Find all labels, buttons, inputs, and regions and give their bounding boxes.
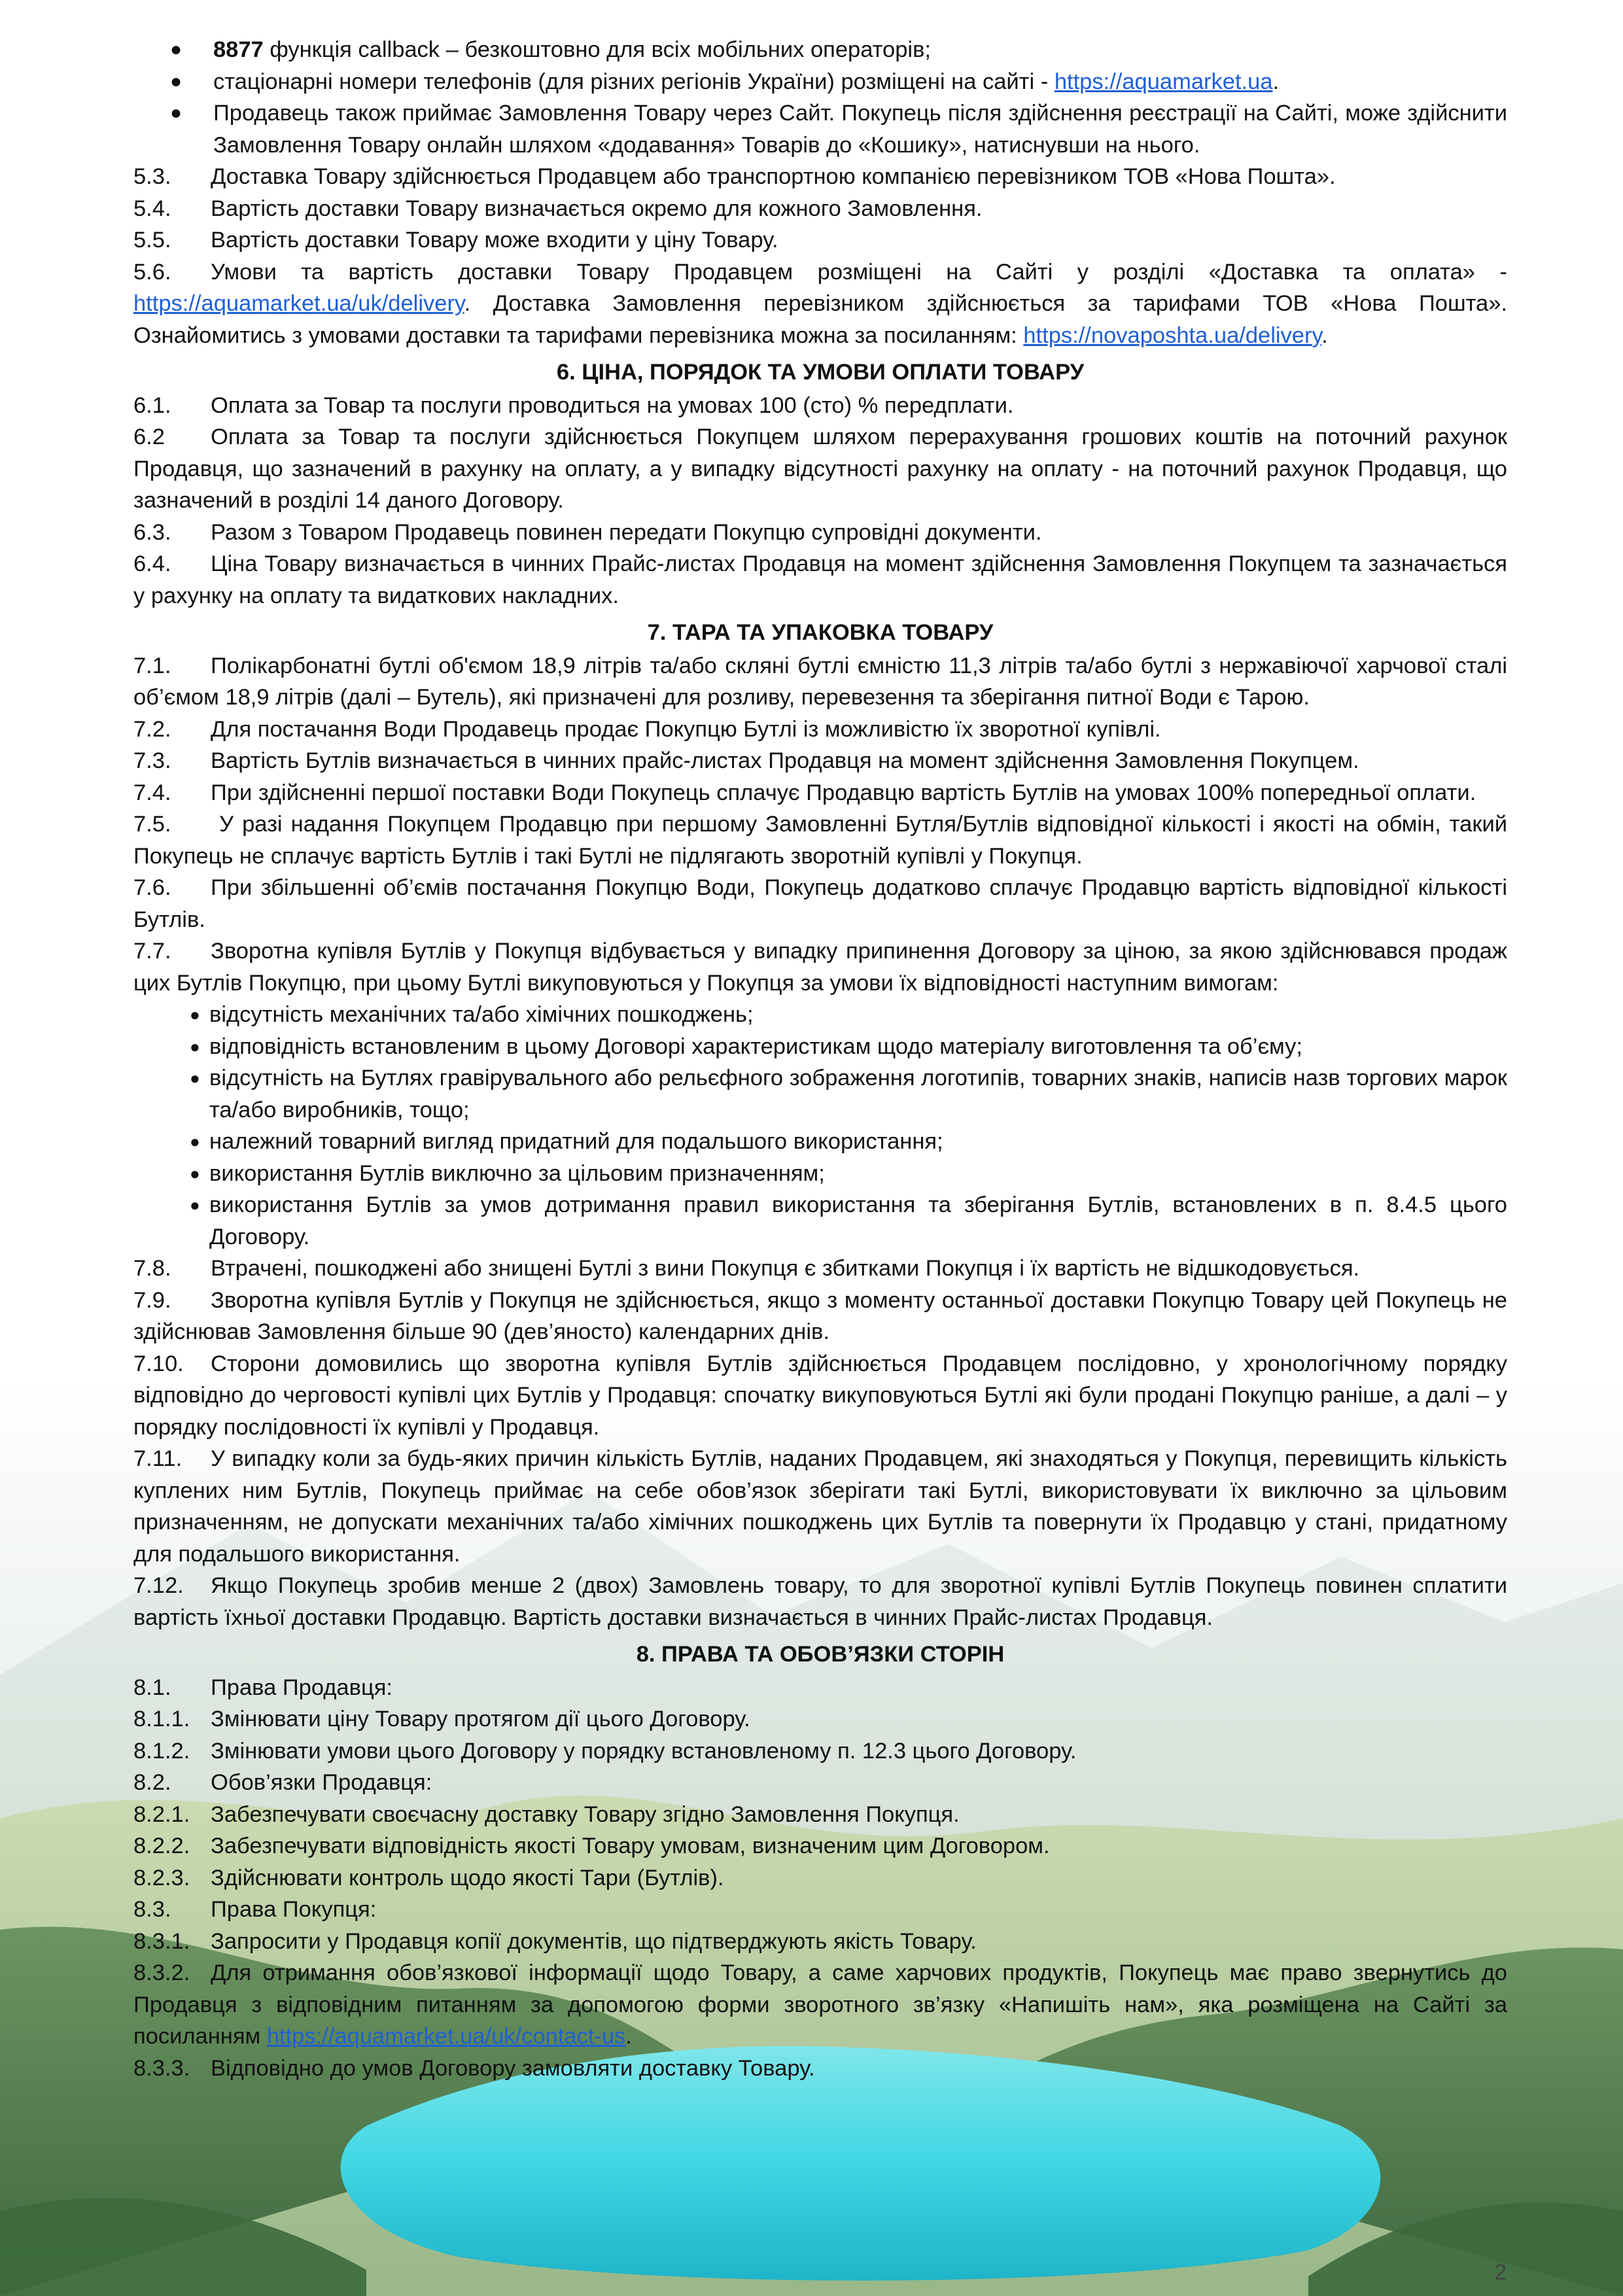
clause-8-1-1: 8.1.1. Змінювати ціну Товару протягом дії цього Договору.: [133, 1707, 750, 1731]
bullet-icon: ●: [190, 1036, 200, 1056]
clause-7-8: 7.8. Втрачені, пошкоджені або знищені Бутлі з вини Покупця є збитками Покупця і їх вартість не відшкодовується.: [133, 1256, 1360, 1281]
section-8-heading: 8. ПРАВА ТА ОБОВ’ЯЗКИ СТОРІН: [636, 1642, 1005, 1667]
clause-8-2-2: 8.2.2. Забезпечувати відповідність якості Товару умовам, визначеним цим Договором.: [133, 1834, 1050, 1858]
page-number: 2: [1494, 2260, 1507, 2285]
clause-8-1-2: 8.1.2. Змінювати умови цього Договору у порядку встановленому п. 12.3 цього Договору.: [133, 1738, 1077, 1764]
clause-6-2: 6.2 Оплата за Товар та послуги здійснюється Покупцем шляхом перерахування грошових коштів на поточний рахунок Продавця, що зазначений в рахунку на оплату, а у випадку відсутності рахунку на оплату - на поточний рахунок Продавця, що зазначений в розділі 14 даного Договору.: [133, 425, 1507, 513]
requirement-item: ● відсутність механічних та/або хімічних пошкоджень;: [133, 999, 1507, 1031]
clause-6-3: 6.3. Разом з Товаром Продавець повинен передати Покупцю супровідні документи.: [133, 519, 1042, 545]
requirement-item: ● використання Бутлів виключно за цільовим призначенням;: [133, 1158, 1507, 1190]
clause-7-2: 7.2. Для постачання Води Продавець продає Покупцю Бутлі із можливістю їх зворотної купівлі.: [133, 716, 1161, 742]
bullet-site-orders: ● Продавець також приймає Замовлення Товару через Сайт. Покупець після здійснення реєстрації на Сайті, може здійснити Замовлення Товару онлайн шляхом «додавання» Товарів до «Кошику», натиснувши на нього.: [133, 97, 1507, 161]
bullet-icon: ●: [170, 102, 183, 124]
requirement-item: ● використання Бутлів за умов дотримання правил використання та зберігання Бутлів, встановлених в п. 8.4.5 цього Договору.: [133, 1189, 1507, 1253]
clause-8-2-1: 8.2.1. Забезпечувати своєчасну доставку Товару згідно Замовлення Покупця.: [133, 1801, 960, 1827]
clause-7-3: 7.3. Вартість Бутлів визначається в чинних прайс-листах Продавця на момент здійснення Замовлення Покупцем.: [133, 748, 1359, 773]
clause-7-11: 7.11. У випадку коли за будь-яких причин кількість Бутлів, наданих Продавцем, які знаходяться у Покупця, перевищить кількість куплених ним Бутлів, Покупець приймає на себе обов’язок зберігати такі Бутлі, використовувати їх виключно за цільовим призначенням, не допускати механічних та/або хімічних пошкоджень цих Бутлів та повернути їх Продавцю у стані, придатному для подальшого використання.: [133, 1446, 1507, 1567]
novaposhta-link[interactable]: https://novaposhta.ua/delivery: [1023, 322, 1322, 348]
bullet-phones: ● стаціонарні номери телефонів (для різних регіонів України) розміщені на сайті - https://aquamarket.ua.: [133, 66, 1507, 98]
clause-8-2: 8.2. Обов’язки Продавця:: [133, 1770, 432, 1795]
aquamarket-link[interactable]: https://aquamarket.ua: [1054, 69, 1273, 94]
clause-5-5: 5.5. Вартість доставки Товару може входити у ціну Товару.: [133, 228, 778, 252]
clause-7-6: 7.6. При збільшенні об’ємів постачання Покупцю Води, Покупець додатково сплачує Продавцю вартість відповідної кількості Бутлів.: [133, 875, 1507, 932]
bullet-icon: ●: [190, 1195, 200, 1215]
clause-7-9: 7.9. Зворотна купівля Бутлів у Покупця не здійснюється, якщо з моменту останньої доставки Покупцю Товару цей Покупець не здійснював Замовлення більше 90 (дев’яносто) календарних днів.: [133, 1287, 1507, 1344]
delivery-link[interactable]: https://aquamarket.ua/uk/delivery: [133, 291, 464, 316]
bullet-icon: ●: [190, 1132, 200, 1151]
contact-us-link[interactable]: https://aquamarket.ua/uk/contact-us: [266, 2024, 626, 2049]
bullet-icon: ●: [170, 39, 183, 60]
clause-7-7: 7.7. Зворотна купівля Бутлів у Покупця відбувається у випадку припинення Договору за ціною, за якою здійснювався продаж цих Бутлів Покупцю, при цьому Бутлі викуповуються у Покупця за умови їх відповідності наступним вимогам:: [133, 939, 1507, 996]
clause-7-4: 7.4. При здійсненні першої поставки Води Покупець сплачує Продавцю вартість Бутлів на умовах 100% попередньої оплати.: [133, 780, 1476, 805]
clause-8-2-3: 8.2.3. Здійснювати контроль щодо якості Тари (Бутлів).: [133, 1865, 724, 1890]
clause-7-12: 7.12. Якщо Покупець зробив менше 2 (двох) Замовлень товару, то для зворотної купівлі Бутлів Покупець повинен сплатити вартість їхньої доставки Продавцю. Вартість доставки визначається в чинних Прайс-листах Продавця.: [133, 1573, 1507, 1630]
bullet-callback: ● 8877 функція callback – безкоштовно для всіх мобільних операторів;: [133, 34, 1507, 66]
bullet-icon: ●: [190, 1163, 200, 1183]
clause-7-10: 7.10. Сторони домовились що зворотна купівля Бутлів здійснюється Продавцем послідовно, у хронологічному порядку відповідно до черговості купівлі цих Бутлів у Продавця: спочатку викуповуються Бутлі які були продані Покупцю раніше, а далі – у порядку послідовності їх купівлі у Продавця.: [133, 1351, 1507, 1440]
section-7-heading: 7. ТАРА ТА УПАКОВКА ТОВАРУ: [647, 620, 994, 645]
clause-8-3-3: 8.3.3. Відповідно до умов Договору замовляти доставку Товару.: [133, 2055, 815, 2081]
clause-5-6: 5.6. Умови та вартість доставки Товару Продавцем розміщені на Сайті у розділі «Доставка та оплата» - https://aquamarket.ua/uk/delivery. Доставка Замовлення перевізником здійснюється за тарифами ТОВ «Нова Пошта». Ознайомитись з умовами доставки та тарифами перевізника можна за посиланням: https://novaposhta.ua/delivery.: [133, 259, 1507, 348]
clause-8-3-2: 8.3.2. Для отримання обов’язкової інформації щодо Товару, а саме харчових продуктів, Покупець має право звернутись до Продавця з відповідним питанням за допомогою форми зворотного зв’язку «Напишіть нам», яка розміщена на Сайті за посиланням https://aquamarket.ua/uk/contact-us.: [133, 1960, 1507, 2049]
clause-6-1: 6.1. Оплата за Товар та послуги проводиться на умовах 100 (сто) % передплати.: [133, 392, 1014, 418]
clause-5-3: 5.3. Доставка Товару здійснюється Продавцем або транспортною компанією перевізником ТОВ «Нова Пошта».: [133, 164, 1336, 189]
bullet-icon: ●: [170, 70, 183, 92]
clause-8-1: 8.1. Права Продавця:: [133, 1675, 393, 1700]
document-body: [133, 34, 1507, 2084]
bullet-icon: ●: [190, 1005, 200, 1024]
clause-8-3: 8.3. Права Покупця:: [133, 1897, 377, 1922]
requirement-item: ● відсутність на Бутлях гравірувального або рельєфного зображення логотипів, товарних знаків, написів назв торгових марок та/або виробників, тощо;: [133, 1062, 1507, 1126]
requirement-item: ● відповідність встановленим в цьому Договорі характеристикам щодо матеріалу виготовлення та об’єму;: [133, 1031, 1507, 1063]
clause-8-3-1: 8.3.1. Запросити у Продавця копії документів, що підтверджують якість Товару.: [133, 1928, 977, 1954]
bullet-icon: ●: [190, 1068, 200, 1088]
clause-5-4: 5.4. Вартість доставки Товару визначається окремо для кожного Замовлення.: [133, 196, 983, 221]
clause-7-5: 7.5. У разі надання Покупцем Продавцю при першому Замовленні Бутля/Бутлів відповідної кількості і якості на обмін, такий Покупець не сплачує вартість Бутлів і такі Бутлі не підлягають зворотній купівлі у Покупця.: [133, 812, 1507, 869]
section-6-heading: 6. ЦІНА, ПОРЯДОК ТА УМОВИ ОПЛАТИ ТОВАРУ: [556, 360, 1085, 385]
clause-6-4: 6.4. Ціна Товару визначається в чинних Прайс-листах Продавця на момент здійснення Замовлення Покупцем та зазначається у рахунку на оплату та видаткових накладних.: [133, 551, 1507, 608]
clause-7-1: 7.1. Полікарбонатні бутлі об'ємом 18,9 літрів та/або скляні бутлі ємністю 11,3 літрів та/або бутлі з нержавіючої харчової сталі об’ємом 18,9 літрів (далі – Бутель), які призначені для розливу, перевезення та зберігання питної Води є Тарою.: [133, 653, 1507, 710]
requirement-item: ● належний товарний вигляд придатний для подальшого використання;: [133, 1126, 1507, 1158]
